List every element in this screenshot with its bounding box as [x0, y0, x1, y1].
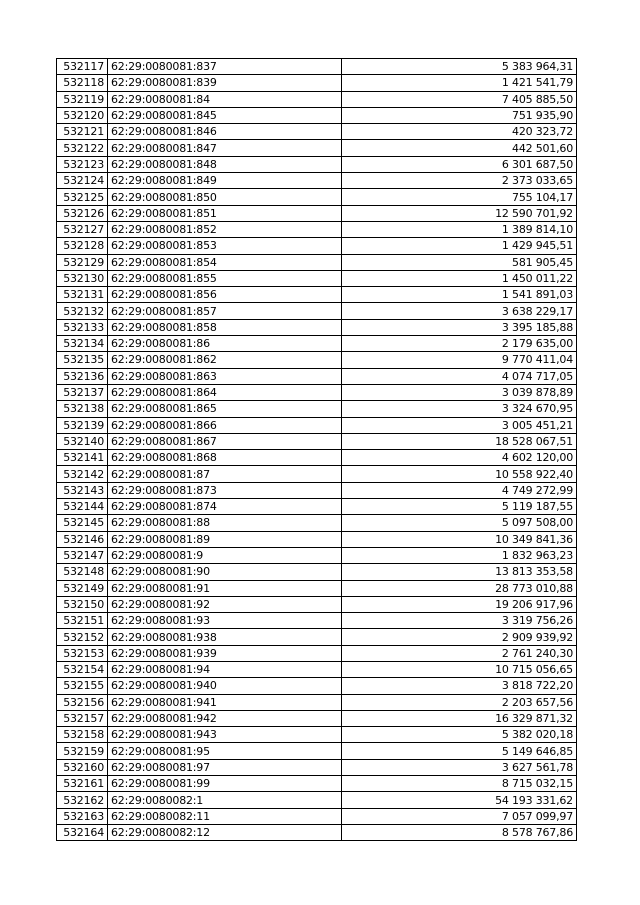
row-id-cell: 532120 — [57, 107, 108, 123]
row-id-cell: 532137 — [57, 384, 108, 400]
row-id-cell: 532142 — [57, 466, 108, 482]
cadastral-number-cell: 62:29:0080081:868 — [108, 450, 342, 466]
cadastral-number-cell: 62:29:0080081:942 — [108, 710, 342, 726]
value-cell: 54 193 331,62 — [342, 792, 577, 808]
table-row — [57, 499, 577, 515]
row-id-cell: 532130 — [57, 270, 108, 286]
row-id-cell: 532155 — [57, 678, 108, 694]
table-row — [57, 221, 577, 237]
row-id-cell: 532138 — [57, 401, 108, 417]
value-cell: 9 770 411,04 — [342, 352, 577, 368]
value-cell: 4 074 717,05 — [342, 368, 577, 384]
row-id-cell: 532143 — [57, 482, 108, 498]
table-row — [57, 580, 577, 596]
cadastral-number-cell: 62:29:0080082:12 — [108, 824, 342, 840]
cadastral-number-cell: 62:29:0080081:84 — [108, 91, 342, 107]
row-id-cell: 532144 — [57, 499, 108, 515]
value-cell: 10 558 922,40 — [342, 466, 577, 482]
cadastral-number-cell: 62:29:0080081:940 — [108, 678, 342, 694]
cadastral-number-cell: 62:29:0080081:97 — [108, 759, 342, 775]
table-row — [57, 678, 577, 694]
table-row — [57, 352, 577, 368]
row-id-cell: 532125 — [57, 189, 108, 205]
value-cell: 5 097 508,00 — [342, 515, 577, 531]
cadastral-number-cell: 62:29:0080081:837 — [108, 59, 342, 75]
cadastral-number-cell: 62:29:0080081:99 — [108, 776, 342, 792]
row-id-cell: 532141 — [57, 450, 108, 466]
row-id-cell: 532164 — [57, 824, 108, 840]
row-id-cell: 532158 — [57, 727, 108, 743]
value-cell: 5 119 187,55 — [342, 499, 577, 515]
value-cell: 4 749 272,99 — [342, 482, 577, 498]
table-row — [57, 645, 577, 661]
table-row — [57, 547, 577, 563]
row-id-cell: 532150 — [57, 596, 108, 612]
cadastral-number-cell: 62:29:0080081:863 — [108, 368, 342, 384]
value-cell: 420 323,72 — [342, 124, 577, 140]
cadastral-number-cell: 62:29:0080081:88 — [108, 515, 342, 531]
table-row — [57, 482, 577, 498]
row-id-cell: 532140 — [57, 433, 108, 449]
value-cell: 3 005 451,21 — [342, 417, 577, 433]
value-cell: 7 057 099,97 — [342, 808, 577, 824]
table-row — [57, 270, 577, 286]
row-id-cell: 532121 — [57, 124, 108, 140]
cadastral-number-cell: 62:29:0080081:941 — [108, 694, 342, 710]
value-cell: 1 450 011,22 — [342, 270, 577, 286]
table-row — [57, 466, 577, 482]
row-id-cell: 532152 — [57, 629, 108, 645]
value-cell: 12 590 701,92 — [342, 205, 577, 221]
value-cell: 1 389 814,10 — [342, 221, 577, 237]
cadastral-number-cell: 62:29:0080081:874 — [108, 499, 342, 515]
value-cell: 3 395 185,88 — [342, 319, 577, 335]
row-id-cell: 532147 — [57, 547, 108, 563]
row-id-cell: 532163 — [57, 808, 108, 824]
cadastral-number-cell: 62:29:0080081:873 — [108, 482, 342, 498]
cadastral-number-cell: 62:29:0080081:845 — [108, 107, 342, 123]
row-id-cell: 532149 — [57, 580, 108, 596]
row-id-cell: 532146 — [57, 531, 108, 547]
table-row — [57, 727, 577, 743]
table-row — [57, 450, 577, 466]
row-id-cell: 532154 — [57, 661, 108, 677]
table-row — [57, 107, 577, 123]
row-id-cell: 532135 — [57, 352, 108, 368]
row-id-cell: 532126 — [57, 205, 108, 221]
value-cell: 1 541 891,03 — [342, 287, 577, 303]
cadastral-number-cell: 62:29:0080081:848 — [108, 156, 342, 172]
table-row — [57, 743, 577, 759]
cadastral-number-cell: 62:29:0080081:847 — [108, 140, 342, 156]
value-cell: 3 319 756,26 — [342, 613, 577, 629]
cadastral-number-cell: 62:29:0080081:93 — [108, 613, 342, 629]
value-cell: 3 638 229,17 — [342, 303, 577, 319]
row-id-cell: 532162 — [57, 792, 108, 808]
value-cell: 3 324 670,95 — [342, 401, 577, 417]
cadastral-number-cell: 62:29:0080081:91 — [108, 580, 342, 596]
value-cell: 2 179 635,00 — [342, 336, 577, 352]
table-body — [57, 59, 577, 841]
value-cell: 18 528 067,51 — [342, 433, 577, 449]
row-id-cell: 532160 — [57, 759, 108, 775]
value-cell: 13 813 353,58 — [342, 564, 577, 580]
table-row — [57, 694, 577, 710]
table-row — [57, 417, 577, 433]
table-row — [57, 759, 577, 775]
table-row — [57, 433, 577, 449]
row-id-cell: 532129 — [57, 254, 108, 270]
row-id-cell: 532153 — [57, 645, 108, 661]
table-row — [57, 564, 577, 580]
row-id-cell: 532151 — [57, 613, 108, 629]
table-row — [57, 613, 577, 629]
row-id-cell: 532133 — [57, 319, 108, 335]
table-row — [57, 661, 577, 677]
value-cell: 581 905,45 — [342, 254, 577, 270]
table-row — [57, 776, 577, 792]
row-id-cell: 532132 — [57, 303, 108, 319]
cadastral-number-cell: 62:29:0080081:853 — [108, 238, 342, 254]
cadastral-number-cell: 62:29:0080081:862 — [108, 352, 342, 368]
value-cell: 10 349 841,36 — [342, 531, 577, 547]
cadastral-number-cell: 62:29:0080081:90 — [108, 564, 342, 580]
cadastral-number-cell: 62:29:0080081:851 — [108, 205, 342, 221]
cadastral-number-cell: 62:29:0080081:846 — [108, 124, 342, 140]
row-id-cell: 532119 — [57, 91, 108, 107]
table-row — [57, 384, 577, 400]
table-row — [57, 336, 577, 352]
cadastral-number-cell: 62:29:0080081:849 — [108, 173, 342, 189]
table-row — [57, 710, 577, 726]
cadastral-number-cell: 62:29:0080081:9 — [108, 547, 342, 563]
table-row — [57, 124, 577, 140]
cadastral-number-cell: 62:29:0080082:11 — [108, 808, 342, 824]
value-cell: 755 104,17 — [342, 189, 577, 205]
cadastral-number-cell: 62:29:0080081:94 — [108, 661, 342, 677]
value-cell: 7 405 885,50 — [342, 91, 577, 107]
table-row — [57, 140, 577, 156]
row-id-cell: 532139 — [57, 417, 108, 433]
table-row — [57, 629, 577, 645]
table-row — [57, 319, 577, 335]
table-row — [57, 596, 577, 612]
table-row — [57, 401, 577, 417]
cadastral-number-cell: 62:29:0080081:858 — [108, 319, 342, 335]
cadastral-number-cell: 62:29:0080081:867 — [108, 433, 342, 449]
value-cell: 16 329 871,32 — [342, 710, 577, 726]
value-cell: 2 373 033,65 — [342, 173, 577, 189]
cadastral-number-cell: 62:29:0080081:866 — [108, 417, 342, 433]
table-row — [57, 792, 577, 808]
table-row — [57, 303, 577, 319]
value-cell: 2 761 240,30 — [342, 645, 577, 661]
cadastral-number-cell: 62:29:0080081:850 — [108, 189, 342, 205]
value-cell: 751 935,90 — [342, 107, 577, 123]
row-id-cell: 532159 — [57, 743, 108, 759]
value-cell: 3 627 561,78 — [342, 759, 577, 775]
table-row — [57, 368, 577, 384]
cadastral-number-cell: 62:29:0080081:92 — [108, 596, 342, 612]
table-row — [57, 824, 577, 840]
table-row — [57, 254, 577, 270]
row-id-cell: 532157 — [57, 710, 108, 726]
row-id-cell: 532145 — [57, 515, 108, 531]
table-row — [57, 75, 577, 91]
value-cell: 19 206 917,96 — [342, 596, 577, 612]
value-cell: 3 039 878,89 — [342, 384, 577, 400]
row-id-cell: 532136 — [57, 368, 108, 384]
value-cell: 8 715 032,15 — [342, 776, 577, 792]
table-row — [57, 189, 577, 205]
value-cell: 10 715 056,65 — [342, 661, 577, 677]
row-id-cell: 532131 — [57, 287, 108, 303]
row-id-cell: 532161 — [57, 776, 108, 792]
row-id-cell: 532148 — [57, 564, 108, 580]
cadastral-number-cell: 62:29:0080081:86 — [108, 336, 342, 352]
value-cell: 28 773 010,88 — [342, 580, 577, 596]
cadastral-number-cell: 62:29:0080081:865 — [108, 401, 342, 417]
value-cell: 1 421 541,79 — [342, 75, 577, 91]
cadastral-number-cell: 62:29:0080081:854 — [108, 254, 342, 270]
cadastral-number-cell: 62:29:0080081:839 — [108, 75, 342, 91]
cadastral-number-cell: 62:29:0080081:943 — [108, 727, 342, 743]
cadastral-number-cell: 62:29:0080081:856 — [108, 287, 342, 303]
table-row — [57, 173, 577, 189]
value-cell: 6 301 687,50 — [342, 156, 577, 172]
row-id-cell: 532123 — [57, 156, 108, 172]
row-id-cell: 532127 — [57, 221, 108, 237]
table-row — [57, 808, 577, 824]
cadastral-value-table — [56, 58, 577, 841]
value-cell: 1 832 963,23 — [342, 547, 577, 563]
cadastral-number-cell: 62:29:0080081:87 — [108, 466, 342, 482]
table-row — [57, 156, 577, 172]
row-id-cell: 532122 — [57, 140, 108, 156]
value-cell: 5 149 646,85 — [342, 743, 577, 759]
cadastral-number-cell: 62:29:0080081:95 — [108, 743, 342, 759]
cadastral-number-cell: 62:29:0080081:864 — [108, 384, 342, 400]
value-cell: 2 203 657,56 — [342, 694, 577, 710]
cadastral-number-cell: 62:29:0080081:939 — [108, 645, 342, 661]
row-id-cell: 532128 — [57, 238, 108, 254]
value-cell: 3 818 722,20 — [342, 678, 577, 694]
value-cell: 2 909 939,92 — [342, 629, 577, 645]
value-cell: 4 602 120,00 — [342, 450, 577, 466]
table-row — [57, 238, 577, 254]
row-id-cell: 532117 — [57, 59, 108, 75]
table-row — [57, 59, 577, 75]
cadastral-number-cell: 62:29:0080082:1 — [108, 792, 342, 808]
row-id-cell: 532156 — [57, 694, 108, 710]
value-cell: 442 501,60 — [342, 140, 577, 156]
cadastral-number-cell: 62:29:0080081:852 — [108, 221, 342, 237]
cadastral-number-cell: 62:29:0080081:89 — [108, 531, 342, 547]
value-cell: 8 578 767,86 — [342, 824, 577, 840]
table-row — [57, 515, 577, 531]
cadastral-number-cell: 62:29:0080081:938 — [108, 629, 342, 645]
table-row — [57, 287, 577, 303]
table-row — [57, 91, 577, 107]
cadastral-number-cell: 62:29:0080081:855 — [108, 270, 342, 286]
value-cell: 5 382 020,18 — [342, 727, 577, 743]
table-row — [57, 205, 577, 221]
cadastral-number-cell: 62:29:0080081:857 — [108, 303, 342, 319]
row-id-cell: 532134 — [57, 336, 108, 352]
table-row — [57, 531, 577, 547]
row-id-cell: 532124 — [57, 173, 108, 189]
value-cell: 1 429 945,51 — [342, 238, 577, 254]
value-cell: 5 383 964,31 — [342, 59, 577, 75]
row-id-cell: 532118 — [57, 75, 108, 91]
